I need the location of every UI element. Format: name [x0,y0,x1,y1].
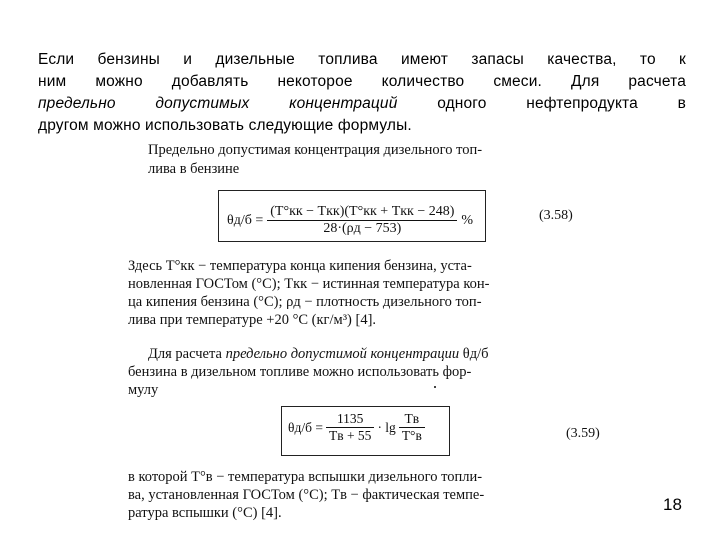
heading-2-italic: предельно допустимой концентрации [225,346,460,362]
intro-line-3 [38,93,686,115]
intro-line-2: ним можно добавлять некоторое количество смеси. Для расчета [38,73,686,90]
scan-speck [434,386,436,388]
heading-2-line-2: бензина в дизельном топливе можно использовать фор- [128,364,472,380]
formula-2-lhs: θд/б = [288,419,323,435]
formula-2-numerator: 1135 [326,411,374,428]
formula-2-middle: · lg [377,419,396,435]
explanation-2-line-2: ва, установленная ГОСТом (°С); Tв − фактическая темпе- [128,487,485,503]
heading-2 [128,345,489,399]
formula-1-denominator: 28·(ρд − 753) [323,221,402,236]
explanation-1-line-4: лива при температуре +20 °С (кг/м³) [4]. [128,312,377,328]
formula-3-58 [218,190,486,242]
heading-1-line-2: лива в бензине [148,161,240,177]
formula-2-log-denominator: T°в [401,428,422,443]
explanation-1-line-2: новленная ГОСТом (°С); Tкк − истинная температура кон- [128,276,490,292]
intro-line-1: Если бензины и дизельные топлива имеют запасы качества, то к [38,51,686,68]
explanation-2-line-3: ратура вспышки (°С) [4]. [128,505,282,521]
heading-2-line-3: мулу [128,382,159,398]
formula-2-log-fraction [399,411,425,444]
intro-paragraph [38,49,686,137]
heading-1 [148,141,482,179]
explanation-1-line-3: ца кипения бензина (°С); ρд − плотность дизельного топ- [128,294,482,310]
explanation-1 [128,257,489,329]
explanation-2-line-1: в которой T°в − температура вспышки дизельного топли- [128,469,483,485]
equation-number-3-58: (3.58) [539,208,573,223]
heading-1-line-1: Предельно допустимая концентрация дизельного топ- [148,142,483,158]
formula-1-lhs: θд/б = [227,212,264,228]
formula-2-denominator: Tв + 55 [328,428,372,443]
formula-2-fraction [326,411,374,444]
heading-2-lead: Для расчета [148,346,226,362]
explanation-1-line-1: Здесь T°кк − температура конца кипения бензина, уста- [128,258,472,274]
formula-1-numerator: (T°кк − Tкк)(T°кк + Tкк − 248) [267,204,457,221]
explanation-2 [128,468,484,522]
formula-3-59 [281,406,450,456]
equation-number-3-59: (3.59) [566,426,600,441]
heading-2-symbol: θд/б [459,346,489,362]
heading-2-line-1 [128,345,489,363]
intro-line-4: другом можно использовать следующие формулы. [38,117,412,134]
page-number: 18 [663,495,682,514]
intro-italic-term: предельно допустимых концентраций [38,95,398,112]
formula-2-log-numerator: Tв [399,411,425,428]
formula-1-fraction [267,204,457,237]
intro-line-3-rest: одного нефтепродукта в [437,95,686,112]
formula-1-unit: % [461,212,474,228]
